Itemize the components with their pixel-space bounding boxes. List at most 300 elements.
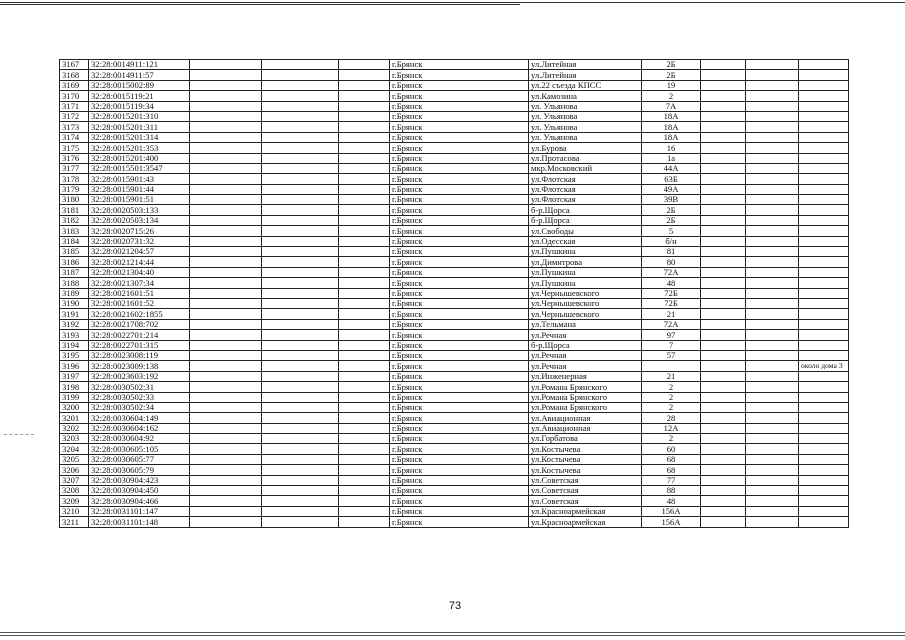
street-cell: ул.Романа Брянского	[529, 392, 642, 402]
empty-cell	[190, 195, 262, 205]
cadastral-number-cell: 32:28:0030604:149	[89, 413, 190, 423]
empty-cell	[339, 382, 390, 392]
cadastral-number-cell: 32:28:0023008:119	[89, 350, 190, 360]
house-number-cell: 18А	[642, 122, 701, 132]
row-number-cell: 3173	[60, 122, 89, 132]
empty-cell	[339, 434, 390, 444]
empty-cell	[339, 392, 390, 402]
empty-cell	[190, 517, 262, 527]
empty-cell	[262, 278, 339, 288]
row-number-cell: 3177	[60, 163, 89, 173]
house-number-cell: 18А	[642, 132, 701, 142]
empty-cell	[339, 288, 390, 298]
table-row	[60, 517, 849, 527]
empty-cell	[701, 475, 746, 485]
city-cell: г.Брянск	[390, 174, 529, 184]
empty-cell	[262, 444, 339, 454]
street-cell: мкр.Московский	[529, 163, 642, 173]
empty-cell	[746, 340, 799, 350]
empty-cell	[262, 91, 339, 101]
empty-cell	[701, 163, 746, 173]
empty-cell	[701, 91, 746, 101]
house-number-cell: 44А	[642, 163, 701, 173]
empty-cell	[190, 101, 262, 111]
house-number-cell: 156А	[642, 517, 701, 527]
empty-cell	[190, 423, 262, 433]
street-cell: ул.Флотская	[529, 184, 642, 194]
note-cell	[799, 163, 849, 173]
empty-cell	[190, 402, 262, 412]
table-row	[60, 205, 849, 215]
note-cell	[799, 496, 849, 506]
city-cell: г.Брянск	[390, 506, 529, 516]
house-number-cell: 19	[642, 80, 701, 90]
empty-cell	[339, 330, 390, 340]
empty-cell	[339, 174, 390, 184]
empty-cell	[701, 423, 746, 433]
empty-cell	[339, 205, 390, 215]
cadastral-number-cell: 32:28:0021602:1855	[89, 309, 190, 319]
city-cell: г.Брянск	[390, 91, 529, 101]
empty-cell	[262, 330, 339, 340]
empty-cell	[262, 163, 339, 173]
house-number-cell: 2	[642, 91, 701, 101]
street-cell: ул.Пушкина	[529, 267, 642, 277]
street-cell: ул.Горбатова	[529, 434, 642, 444]
row-number-cell: 3174	[60, 132, 89, 142]
house-number-cell: 7	[642, 340, 701, 350]
note-cell	[799, 309, 849, 319]
empty-cell	[746, 143, 799, 153]
city-cell: г.Брянск	[390, 444, 529, 454]
empty-cell	[701, 184, 746, 194]
empty-cell	[190, 91, 262, 101]
empty-cell	[701, 350, 746, 360]
empty-cell	[262, 184, 339, 194]
empty-cell	[262, 247, 339, 257]
empty-cell	[190, 475, 262, 485]
empty-cell	[262, 309, 339, 319]
empty-cell	[190, 340, 262, 350]
row-number-cell: 3175	[60, 143, 89, 153]
street-cell: б-р.Щорса	[529, 215, 642, 225]
empty-cell	[339, 184, 390, 194]
street-cell: ул.22 съезда КПСС	[529, 80, 642, 90]
table-row	[60, 153, 849, 163]
table-row	[60, 465, 849, 475]
empty-cell	[746, 506, 799, 516]
empty-cell	[190, 486, 262, 496]
empty-cell	[701, 402, 746, 412]
house-number-cell: 1а	[642, 153, 701, 163]
cadastral-number-cell: 32:28:0031101:147	[89, 506, 190, 516]
street-cell: ул.Чернышевского	[529, 309, 642, 319]
empty-cell	[339, 486, 390, 496]
house-number-cell: 60	[642, 444, 701, 454]
empty-cell	[701, 278, 746, 288]
table-row	[60, 195, 849, 205]
city-cell: г.Брянск	[390, 226, 529, 236]
house-number-cell: 5	[642, 226, 701, 236]
street-cell: ул.Советская	[529, 496, 642, 506]
empty-cell	[262, 517, 339, 527]
house-number-cell: 39В	[642, 195, 701, 205]
city-cell: г.Брянск	[390, 486, 529, 496]
empty-cell	[701, 444, 746, 454]
empty-cell	[190, 80, 262, 90]
cadastral-number-cell: 32:28:0030502:31	[89, 382, 190, 392]
empty-cell	[262, 70, 339, 80]
row-number-cell: 3209	[60, 496, 89, 506]
cadastral-number-cell: 32:28:0015501:3547	[89, 163, 190, 173]
street-cell: ул.Литейная	[529, 70, 642, 80]
empty-cell	[339, 215, 390, 225]
row-number-cell: 3203	[60, 434, 89, 444]
empty-cell	[746, 444, 799, 454]
cadastral-number-cell: 32:28:0015201:314	[89, 132, 190, 142]
street-cell: ул.Советская	[529, 486, 642, 496]
empty-cell	[746, 423, 799, 433]
row-number-cell: 3176	[60, 153, 89, 163]
empty-cell	[701, 122, 746, 132]
empty-cell	[701, 298, 746, 308]
street-cell: ул.Свободы	[529, 226, 642, 236]
table-row	[60, 340, 849, 350]
page-number: 73	[448, 600, 462, 612]
note-cell: около дома 3	[799, 361, 849, 371]
cadastral-number-cell: 32:28:0015201:400	[89, 153, 190, 163]
house-number-cell: 72Б	[642, 298, 701, 308]
street-cell: ул. Ульянова	[529, 101, 642, 111]
register-table-body	[60, 60, 849, 528]
empty-cell	[339, 340, 390, 350]
empty-cell	[701, 330, 746, 340]
empty-cell	[746, 361, 799, 371]
empty-cell	[339, 195, 390, 205]
empty-cell	[190, 267, 262, 277]
empty-cell	[746, 195, 799, 205]
table-row	[60, 309, 849, 319]
row-number-cell: 3167	[60, 60, 89, 70]
empty-cell	[746, 278, 799, 288]
empty-cell	[701, 267, 746, 277]
cadastral-number-cell: 32:28:0015901:44	[89, 184, 190, 194]
house-number-cell: 72Б	[642, 288, 701, 298]
empty-cell	[701, 101, 746, 111]
empty-cell	[746, 236, 799, 246]
note-cell	[799, 267, 849, 277]
note-cell	[799, 111, 849, 121]
city-cell: г.Брянск	[390, 143, 529, 153]
empty-cell	[190, 309, 262, 319]
empty-cell	[190, 205, 262, 215]
city-cell: г.Брянск	[390, 496, 529, 506]
empty-cell	[262, 506, 339, 516]
city-cell: г.Брянск	[390, 465, 529, 475]
empty-cell	[339, 143, 390, 153]
row-number-cell: 3183	[60, 226, 89, 236]
cadastral-number-cell: 32:28:0030904:423	[89, 475, 190, 485]
empty-cell	[746, 371, 799, 381]
note-cell	[799, 371, 849, 381]
empty-cell	[262, 288, 339, 298]
row-number-cell: 3170	[60, 91, 89, 101]
cadastral-number-cell: 32:28:0015119:34	[89, 101, 190, 111]
empty-cell	[701, 143, 746, 153]
empty-cell	[262, 465, 339, 475]
city-cell: г.Брянск	[390, 60, 529, 70]
row-number-cell: 3184	[60, 236, 89, 246]
empty-cell	[262, 80, 339, 90]
empty-cell	[339, 70, 390, 80]
table-row	[60, 91, 849, 101]
street-cell: ул.Советская	[529, 475, 642, 485]
row-number-cell: 3188	[60, 278, 89, 288]
empty-cell	[701, 288, 746, 298]
empty-cell	[339, 236, 390, 246]
empty-cell	[262, 132, 339, 142]
row-number-cell: 3187	[60, 267, 89, 277]
empty-cell	[190, 496, 262, 506]
empty-cell	[701, 132, 746, 142]
empty-cell	[701, 506, 746, 516]
table-row	[60, 444, 849, 454]
note-cell	[799, 517, 849, 527]
note-cell	[799, 423, 849, 433]
cadastral-number-cell: 32:28:0030502:33	[89, 392, 190, 402]
empty-cell	[746, 496, 799, 506]
empty-cell	[190, 506, 262, 516]
empty-cell	[339, 153, 390, 163]
city-cell: г.Брянск	[390, 153, 529, 163]
note-cell	[799, 215, 849, 225]
cadastral-number-cell: 32:28:0015201:353	[89, 143, 190, 153]
empty-cell	[190, 330, 262, 340]
cadastral-number-cell: 32:28:0021214:44	[89, 257, 190, 267]
empty-cell	[190, 163, 262, 173]
row-number-cell: 3190	[60, 298, 89, 308]
house-number-cell: 12А	[642, 423, 701, 433]
city-cell: г.Брянск	[390, 309, 529, 319]
table-row	[60, 382, 849, 392]
row-number-cell: 3208	[60, 486, 89, 496]
house-number-cell: 7А	[642, 101, 701, 111]
empty-cell	[701, 205, 746, 215]
row-number-cell: 3180	[60, 195, 89, 205]
table-row	[60, 402, 849, 412]
empty-cell	[701, 319, 746, 329]
empty-cell	[190, 413, 262, 423]
note-cell	[799, 60, 849, 70]
row-number-cell: 3200	[60, 402, 89, 412]
empty-cell	[746, 257, 799, 267]
house-number-cell: 68	[642, 454, 701, 464]
table-row	[60, 70, 849, 80]
row-number-cell: 3193	[60, 330, 89, 340]
table-row	[60, 350, 849, 360]
empty-cell	[746, 60, 799, 70]
note-cell	[799, 288, 849, 298]
city-cell: г.Брянск	[390, 184, 529, 194]
empty-cell	[190, 132, 262, 142]
house-number-cell: 68	[642, 465, 701, 475]
city-cell: г.Брянск	[390, 70, 529, 80]
note-cell	[799, 486, 849, 496]
row-number-cell: 3194	[60, 340, 89, 350]
row-number-cell: 3196	[60, 361, 89, 371]
note-cell	[799, 340, 849, 350]
house-number-cell: 63Б	[642, 174, 701, 184]
row-number-cell: 3192	[60, 319, 89, 329]
cadastral-number-cell: 32:28:0014911:57	[89, 70, 190, 80]
table-row	[60, 122, 849, 132]
empty-cell	[190, 111, 262, 121]
note-cell	[799, 80, 849, 90]
empty-cell	[262, 174, 339, 184]
street-cell: ул.Костычева	[529, 444, 642, 454]
empty-cell	[190, 382, 262, 392]
table-row	[60, 247, 849, 257]
empty-cell	[190, 278, 262, 288]
empty-cell	[339, 444, 390, 454]
table-row	[60, 101, 849, 111]
empty-cell	[746, 91, 799, 101]
empty-cell	[262, 496, 339, 506]
street-cell: ул.Романа Брянского	[529, 402, 642, 412]
empty-cell	[701, 174, 746, 184]
table-row	[60, 80, 849, 90]
row-number-cell: 3189	[60, 288, 89, 298]
empty-cell	[262, 423, 339, 433]
empty-cell	[746, 122, 799, 132]
note-cell	[799, 319, 849, 329]
empty-cell	[190, 184, 262, 194]
row-number-cell: 3205	[60, 454, 89, 464]
empty-cell	[190, 60, 262, 70]
empty-cell	[190, 174, 262, 184]
empty-cell	[746, 434, 799, 444]
note-cell	[799, 413, 849, 423]
city-cell: г.Брянск	[390, 247, 529, 257]
empty-cell	[746, 392, 799, 402]
empty-cell	[190, 215, 262, 225]
row-number-cell: 3178	[60, 174, 89, 184]
empty-cell	[701, 371, 746, 381]
empty-cell	[262, 361, 339, 371]
empty-cell	[339, 309, 390, 319]
empty-cell	[701, 111, 746, 121]
empty-cell	[339, 80, 390, 90]
empty-cell	[746, 101, 799, 111]
note-cell	[799, 350, 849, 360]
street-cell: ул. Ульянова	[529, 111, 642, 121]
empty-cell	[746, 486, 799, 496]
city-cell: г.Брянск	[390, 361, 529, 371]
street-cell: ул. Ульянова	[529, 132, 642, 142]
row-number-cell: 3195	[60, 350, 89, 360]
empty-cell	[746, 382, 799, 392]
street-cell: ул.Романа Брянского	[529, 382, 642, 392]
empty-cell	[339, 454, 390, 464]
empty-cell	[190, 122, 262, 132]
city-cell: г.Брянск	[390, 517, 529, 527]
empty-cell	[262, 392, 339, 402]
empty-cell	[339, 413, 390, 423]
empty-cell	[339, 475, 390, 485]
street-cell: ул.Речная	[529, 330, 642, 340]
empty-cell	[339, 298, 390, 308]
street-cell: ул.Одесская	[529, 236, 642, 246]
row-number-cell: 3182	[60, 215, 89, 225]
city-cell: г.Брянск	[390, 382, 529, 392]
empty-cell	[746, 350, 799, 360]
cadastral-number-cell: 32:28:0030604:162	[89, 423, 190, 433]
street-cell: ул.Литейная	[529, 60, 642, 70]
row-number-cell: 3172	[60, 111, 89, 121]
row-number-cell: 3179	[60, 184, 89, 194]
street-cell: ул.Авиационная	[529, 413, 642, 423]
house-number-cell: 80	[642, 257, 701, 267]
empty-cell	[339, 361, 390, 371]
city-cell: г.Брянск	[390, 413, 529, 423]
row-number-cell: 3198	[60, 382, 89, 392]
city-cell: г.Брянск	[390, 454, 529, 464]
empty-cell	[262, 236, 339, 246]
cadastral-number-cell: 32:28:0022701:315	[89, 340, 190, 350]
table-row	[60, 236, 849, 246]
note-cell	[799, 444, 849, 454]
cadastral-number-cell: 32:28:0023603:192	[89, 371, 190, 381]
street-cell: ул.Камозина	[529, 91, 642, 101]
empty-cell	[701, 434, 746, 444]
row-number-cell: 3211	[60, 517, 89, 527]
house-number-cell: 88	[642, 486, 701, 496]
table-row	[60, 413, 849, 423]
empty-cell	[190, 350, 262, 360]
empty-cell	[339, 91, 390, 101]
empty-cell	[262, 371, 339, 381]
empty-cell	[339, 101, 390, 111]
empty-cell	[339, 267, 390, 277]
house-number-cell: 28	[642, 413, 701, 423]
row-number-cell: 3207	[60, 475, 89, 485]
city-cell: г.Брянск	[390, 288, 529, 298]
note-cell	[799, 70, 849, 80]
street-cell: б-р.Щорса	[529, 205, 642, 215]
empty-cell	[701, 80, 746, 90]
row-number-cell: 3201	[60, 413, 89, 423]
note-cell	[799, 278, 849, 288]
empty-cell	[262, 402, 339, 412]
street-cell: ул. Ульянова	[529, 122, 642, 132]
empty-cell	[262, 257, 339, 267]
note-cell	[799, 195, 849, 205]
table-row	[60, 423, 849, 433]
empty-cell	[746, 226, 799, 236]
note-cell	[799, 506, 849, 516]
note-cell	[799, 184, 849, 194]
row-number-cell: 3186	[60, 257, 89, 267]
table-row	[60, 475, 849, 485]
empty-cell	[190, 371, 262, 381]
house-number-cell: 16	[642, 143, 701, 153]
empty-cell	[262, 454, 339, 464]
empty-cell	[339, 350, 390, 360]
cadastral-number-cell: 32:28:0015201:311	[89, 122, 190, 132]
empty-cell	[746, 413, 799, 423]
city-cell: г.Брянск	[390, 195, 529, 205]
city-cell: г.Брянск	[390, 319, 529, 329]
